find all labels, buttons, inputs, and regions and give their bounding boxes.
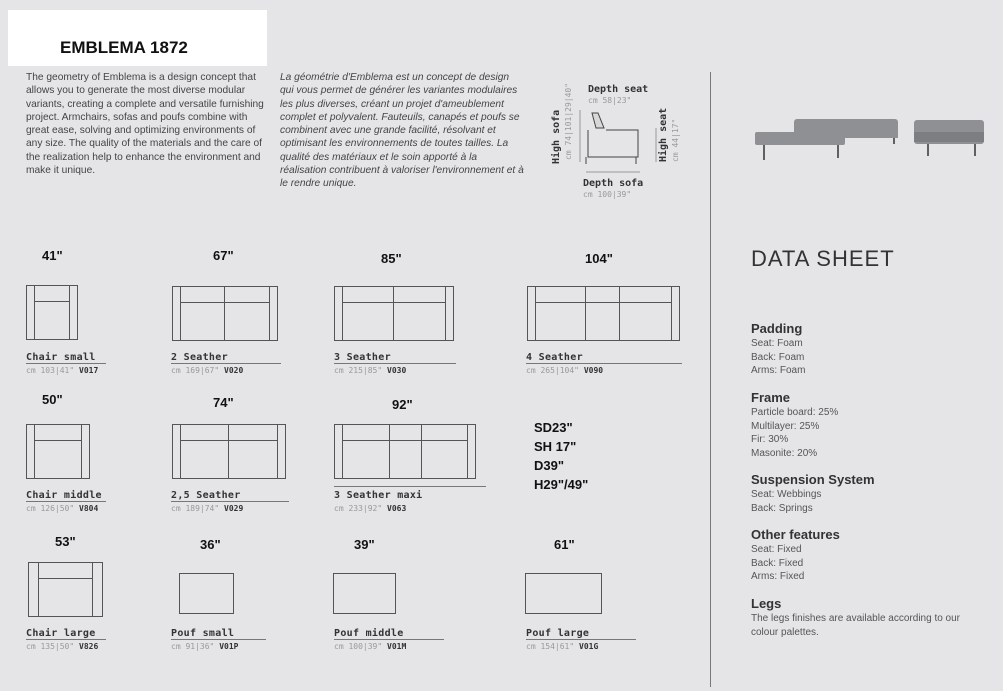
suspension-line: Seat: Webbings (751, 489, 822, 500)
legs-section (751, 596, 971, 639)
spec-height: H29"/49" (534, 477, 589, 492)
divider (26, 501, 106, 502)
divider (26, 639, 106, 640)
depth-seat-label: Depth seat (588, 84, 649, 95)
dims-chair-small: cm 103|41" V017 (26, 366, 99, 375)
dims-pouf-large: cm 154|61" V01G (526, 642, 599, 651)
divider (26, 363, 106, 364)
name-4-seather: 4 Seather (526, 352, 583, 363)
other-features-section (751, 527, 840, 584)
4-seather-plan (527, 286, 683, 342)
intro-english: The geometry of Emblema is a design concept that allows you to generate the most diverse modular variants, creating a complete and versatile furnishing project. Armchairs, sofas and poufs combine with great ease, solving and optimizing environments of any size. The quality of the materials and the care of the realization help to enhance the environment and make it unique. (26, 72, 264, 177)
frame-section (751, 390, 838, 460)
dims-4-seather: cm 265|104" V090 (526, 366, 604, 375)
width-pouf-small: 36" (200, 537, 221, 552)
other-features-heading: Other features (751, 527, 840, 542)
divider (334, 639, 444, 640)
chair-large-plan (28, 562, 106, 618)
chair-middle-plan (26, 424, 92, 480)
width-2-5-seather: 74" (213, 395, 234, 410)
2-5-seather-plan (172, 424, 288, 480)
name-chair-small: Chair small (26, 352, 96, 363)
width-pouf-middle: 39" (354, 537, 375, 552)
other-features-line: Seat: Fixed (751, 544, 802, 555)
frame-line: Particle board: 25% (751, 407, 839, 418)
divider (334, 363, 456, 364)
specs-block (534, 418, 588, 494)
divider (526, 639, 636, 640)
frame-line: Fir: 30% (751, 434, 789, 446)
divider (334, 486, 486, 487)
dims-3-seather-maxi: cm 233|92" V063 (334, 504, 407, 513)
name-2-seather: 2 Seather (171, 352, 228, 363)
width-pouf-large: 61" (554, 537, 575, 552)
width-chair-small: 41" (42, 248, 63, 263)
padding-line: Back: Foam (751, 351, 805, 363)
pouf-large-plan (525, 573, 603, 615)
high-sofa-label: High sofa (551, 109, 562, 164)
legs-text: The legs finishes are available according to our colour palettes. (751, 613, 961, 638)
width-3-seather-maxi: 92" (392, 397, 413, 412)
name-3-seather-maxi: 3 Seather maxi (334, 490, 423, 501)
other-features-line: Back: Fixed (751, 557, 804, 569)
name-pouf-small: Pouf small (171, 628, 235, 639)
width-4-seather: 104" (585, 251, 613, 266)
intro-french: La géométrie d'Emblema est un concept de design qui vous permet de générer les variantes modulaires les plus diverses, créant un projet d'ameublement complet et polyvalent. Fauteuils, canapés et poufs se combinent avec une grande facilité, résolvant et optimisant les environnements de toutes tailles. La qualité des matériaux et le soin apporté à la réalisation contribuent à valoriser l'environnement et à le rendre unique. (280, 72, 524, 190)
vertical-divider (710, 72, 711, 687)
high-seat-label: High seat (658, 107, 669, 162)
dims-3-seather: cm 215|85" V030 (334, 366, 407, 375)
dims-2-seather: cm 169|67" V020 (171, 366, 244, 375)
high-sofa-value: cm 74|101|29|40" (564, 82, 573, 160)
pouf-middle-plan (333, 573, 397, 615)
legs-heading: Legs (751, 596, 782, 611)
name-pouf-large: Pouf large (526, 628, 590, 639)
name-chair-large: Chair large (26, 628, 96, 639)
high-seat-value: cm 44|17" (671, 118, 680, 162)
page-title: EMBLEMA 1872 (60, 38, 188, 57)
divider (171, 363, 281, 364)
3-seather-maxi-plan (334, 424, 478, 480)
padding-heading: Padding (751, 321, 803, 336)
name-2-5-seather: 2,5 Seather (171, 490, 241, 501)
depth-sofa-value: cm 100|39" (583, 190, 632, 199)
other-features-line: Arms: Fixed (751, 571, 805, 583)
divider (171, 639, 266, 640)
spec-seat-depth: SD23" (534, 420, 573, 435)
width-2-seather: 67" (213, 248, 234, 263)
spec-seat-height: SH 17" (534, 439, 577, 454)
frame-line: Multilayer: 25% (751, 420, 820, 432)
divider (171, 501, 289, 502)
divider (526, 363, 682, 364)
3-seather-plan (334, 286, 456, 342)
frame-line: Masonite: 20% (751, 447, 818, 459)
pouf-small-plan (179, 573, 235, 615)
suspension-section (751, 472, 875, 515)
width-3-seather: 85" (381, 251, 402, 266)
dims-2-5-seather: cm 189|74" V029 (171, 504, 244, 513)
width-chair-large: 53" (55, 534, 76, 549)
name-pouf-middle: Pouf middle (334, 628, 404, 639)
name-3-seather: 3 Seather (334, 352, 391, 363)
width-chair-middle: 50" (42, 392, 63, 407)
spec-depth: D39" (534, 458, 565, 473)
dims-pouf-small: cm 91|36" V01P (171, 642, 239, 651)
padding-section (751, 321, 805, 378)
padding-line: Arms: Foam (751, 365, 806, 377)
suspension-heading: Suspension System (751, 472, 875, 487)
frame-heading: Frame (751, 390, 791, 405)
dims-chair-large: cm 135|50" V826 (26, 642, 99, 651)
datasheet-title: DATA SHEET (751, 246, 895, 271)
dims-pouf-middle: cm 100|39" V01M (334, 642, 407, 651)
2-seather-plan (172, 286, 280, 342)
padding-line: Seat: Foam (751, 338, 803, 349)
product-photo (750, 110, 990, 162)
name-chair-middle: Chair middle (26, 490, 102, 501)
dims-chair-middle: cm 126|50" V804 (26, 504, 99, 513)
depth-sofa-label: Depth sofa (583, 178, 644, 189)
title-box (8, 10, 267, 66)
chair-small-plan (26, 285, 80, 341)
suspension-line: Back: Springs (751, 502, 813, 514)
depth-seat-value: cm 58|23" (588, 96, 632, 105)
